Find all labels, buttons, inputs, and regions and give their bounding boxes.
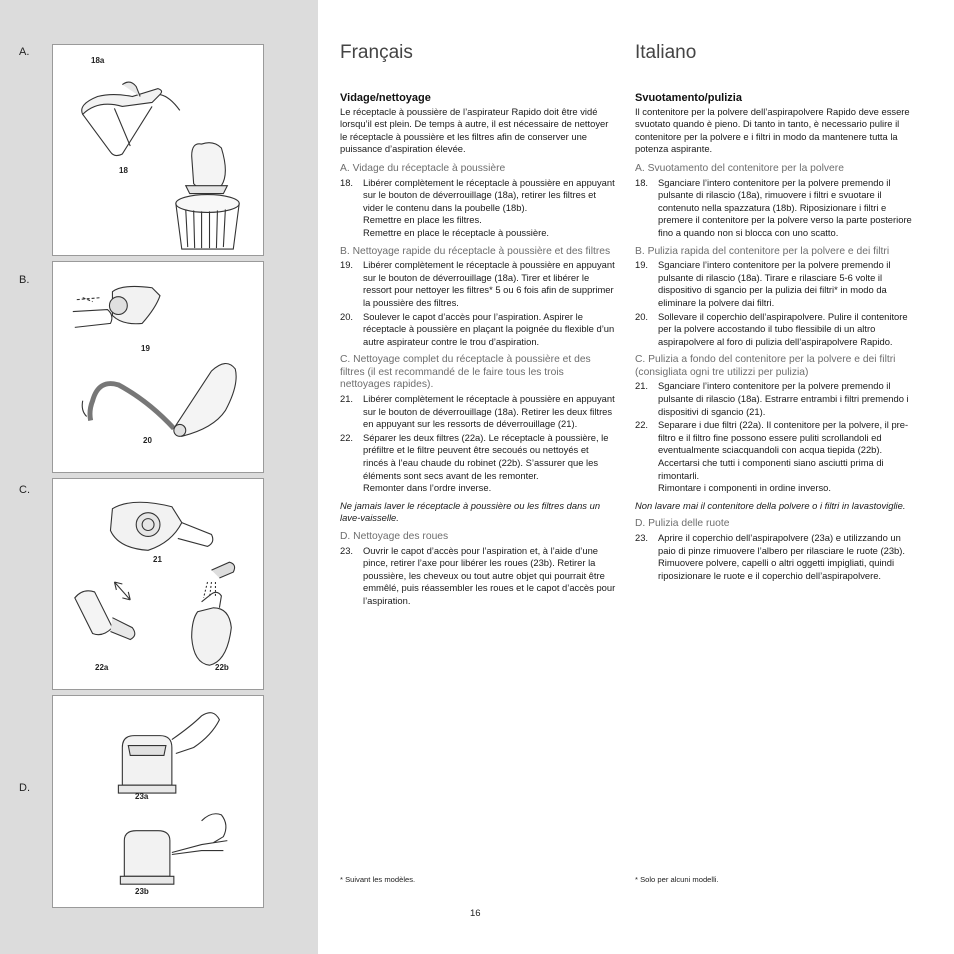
page-number: 16 bbox=[470, 908, 481, 919]
section-subheading: D. Pulizia delle ruote bbox=[635, 518, 730, 530]
step-list bbox=[635, 259, 917, 348]
instruction-section bbox=[635, 518, 917, 582]
step-item bbox=[635, 380, 917, 418]
step-text: Sollevare il coperchio dell’aspirapolvere. Pulire il contenitore per la polvere accostando il tubo flessibile di un altro aspirapolvere al foro di pulizia dell’aspirapolvere Rapido. bbox=[658, 310, 908, 347]
step-number: 23. bbox=[340, 544, 354, 556]
step-item bbox=[340, 545, 616, 608]
step-list bbox=[340, 177, 616, 240]
step-text: Séparer les deux filtres (22a). Le réceptacle à poussière, le préfiltre et le filtre peuvent être secoués ou nettoyés et rincés à l’eau chaude du robinet (22b). S’assurer que les éléments sont secs avant de les remonter. Remonter dans l’ordre inverse. bbox=[363, 431, 609, 494]
language-title-french: Français bbox=[340, 42, 413, 63]
step-number: 20. bbox=[340, 310, 354, 322]
italian-heading: Svuotamento/pulizia bbox=[635, 92, 742, 104]
step-item bbox=[340, 259, 616, 309]
wheel-removal-illustration bbox=[53, 696, 263, 907]
figure-b-quick-clean bbox=[52, 261, 264, 473]
step-number: 18. bbox=[340, 176, 354, 188]
section-subheading: C. Nettoyage complet du réceptacle à poussière et des filtres (il est recommandé de le faire tous les trois nettoyages rapides). bbox=[340, 354, 591, 391]
instruction-section bbox=[340, 163, 616, 240]
step-text: Sganciare l’intero contenitore per la polvere premendo il pulsante di rilascio (18a), rimuovere i filtri e svuotare il contenuto nella spazzatura (18b). Riposizionare i filtri e premere il contenitore per la polvere verso la parte posteriore fino a quando non si blocca con uno scatto. bbox=[658, 176, 912, 238]
step-item bbox=[635, 419, 917, 495]
french-footnote: * Suivant les modèles. bbox=[340, 875, 416, 884]
step-text: Libérer complètement le réceptacle à poussière en appuyant sur le bouton de déverrouillage (18a). Tirer et libérer le ressort pour nettoyer les filtres* 5 ou 6 fois afin de supprimer la poussière des filtres. bbox=[363, 259, 615, 308]
section-subheading: D. Nettoyage des roues bbox=[340, 531, 449, 542]
step-item bbox=[340, 311, 616, 349]
language-title-italian: Italiano bbox=[635, 42, 697, 63]
italian-warning-note: Non lavare mai il contenitore della polvere o i filtri in lavastoviglie. bbox=[635, 499, 906, 511]
step-item bbox=[635, 311, 917, 349]
step-item bbox=[340, 177, 616, 240]
vacuum-emptying-illustration bbox=[53, 45, 263, 255]
italian-sections bbox=[635, 163, 917, 495]
french-content bbox=[340, 92, 616, 609]
step-list bbox=[635, 380, 917, 494]
figure-letter-a: A. bbox=[19, 46, 30, 58]
figure-label-18: 18 bbox=[119, 166, 128, 175]
italian-intro: Il contenitore per la polvere dell’aspirapolvere Rapido deve essere svuotato quando è pieno. Di tanto in tanto, è necessario pulire il contenitore per la polvere e i filtri in modo da mantenere tutta la potenza aspirante. bbox=[635, 105, 910, 155]
step-item bbox=[635, 532, 917, 582]
step-number: 21. bbox=[340, 393, 354, 405]
step-number: 18. bbox=[635, 176, 649, 188]
step-text: Sganciare l’intero contenitore per la polvere premendo il pulsante di rilascio (18a). Estrarre entrambi i filtri premendo i dispositivi di sgancio (21). bbox=[658, 380, 909, 417]
figure-label-19: 19 bbox=[141, 344, 150, 353]
french-heading: Vidage/nettoyage bbox=[340, 92, 431, 104]
section-subheading: A. Vidage du réceptacle à poussière bbox=[340, 162, 506, 174]
step-item bbox=[340, 432, 616, 495]
figure-letter-b: B. bbox=[19, 274, 30, 286]
filter-wash-illustration bbox=[53, 479, 263, 689]
step-item bbox=[635, 259, 917, 309]
step-list bbox=[635, 532, 917, 582]
filter-shake-illustration bbox=[53, 262, 263, 472]
figure-label-22a: 22a bbox=[95, 663, 109, 672]
step-text: Separare i due filtri (22a). Il contenitore per la polvere, il pre-filtro e il filtro fine possono essere puliti scrollandoli ed eventualmente sciacquandoli con acqua tiepida (22b). Accertarsi che tutti i componenti siano asciutti prima di rimontarli. Rimontare i componenti in ordine inverso. bbox=[658, 419, 909, 494]
section-subheading: B. Pulizia rapida del contenitore per la polvere e dei filtri bbox=[635, 245, 890, 257]
instruction-section bbox=[340, 354, 616, 495]
figure-label-21: 21 bbox=[153, 555, 162, 564]
figure-label-20: 20 bbox=[143, 436, 152, 445]
step-text: Ouvrir le capot d’accès pour l’aspiration et, à l’aide d’une pince, retirer l’axe pour libérer les roues (23b). Retirer la poussière, les cheveux ou tout autre objet qui pourrait être emmêlé, puis réassembler les roues et le capot d’accès pour l’aspiration. bbox=[363, 544, 616, 606]
italian-footnote: * Solo per alcuni modelli. bbox=[635, 875, 719, 884]
step-text: Sganciare l’intero contenitore per la polvere premendo il pulsante di rilascio (18a). Tirare e rilasciare 5-6 volte il dispositivo di sgancio per la pulizia dei filtri* in modo da eliminare la polvere dai filtri. bbox=[658, 259, 891, 308]
figure-d-wheels bbox=[52, 695, 264, 908]
figure-c-thorough-clean bbox=[52, 478, 264, 690]
figure-label-22b: 22b bbox=[215, 663, 229, 672]
step-item bbox=[635, 177, 917, 240]
figure-label-23b: 23b bbox=[135, 887, 149, 896]
step-text: Libérer complètement le réceptacle à poussière en appuyant sur le bouton de déverrouillage (18a), retirer les filtres et vider le contenu dans la poubelle (18b). Remettre en place les filtres. Remettre en place le réceptacle à poussière. bbox=[363, 176, 615, 238]
section-subheading: C. Pulizia a fondo del contenitore per la polvere e dei filtri (consigliata ogni tre utilizzi per pulizia) bbox=[635, 354, 896, 378]
section-subheading: A. Svuotamento del contenitore per la polvere bbox=[635, 162, 844, 174]
instruction-section bbox=[635, 354, 917, 495]
step-text: Soulever le capot d’accès pour l’aspiration. Aspirer le réceptacle à poussière en plaçant la poignée du flexible d’un autre aspirateur contre le trou d’aspiration. bbox=[363, 310, 615, 347]
french-intro: Le réceptacle à poussière de l’aspirateur Rapido doit être vidé lorsqu’il est plein. De temps à autre, il est nécessaire de nettoyer le réceptacle à poussière et les filtres afin de conserver une puissance d’aspiration élevée. bbox=[340, 105, 609, 155]
instruction-section bbox=[635, 163, 917, 240]
instruction-section bbox=[340, 531, 616, 608]
step-text: Libérer complètement le réceptacle à poussière en appuyant sur le bouton de déverrouillage (18a). Retirer les deux filtres en appuyant sur les ressorts de déverrouillage (21). bbox=[363, 393, 615, 430]
step-number: 19. bbox=[635, 259, 649, 271]
section-subheading: B. Nettoyage rapide du réceptacle à poussière et des filtres bbox=[340, 245, 611, 257]
step-number: 22. bbox=[340, 431, 354, 443]
step-list bbox=[340, 393, 616, 495]
figure-panel bbox=[0, 0, 318, 954]
italian-section-d bbox=[635, 518, 917, 582]
italian-content bbox=[635, 92, 917, 583]
step-list bbox=[635, 177, 917, 240]
figure-label-23a: 23a bbox=[135, 792, 149, 801]
step-number: 21. bbox=[635, 380, 649, 392]
french-sections bbox=[340, 163, 616, 495]
instruction-section bbox=[635, 246, 917, 349]
step-list bbox=[340, 545, 616, 608]
step-number: 23. bbox=[635, 532, 649, 543]
french-section-d bbox=[340, 531, 616, 608]
figure-a-emptying bbox=[52, 44, 264, 256]
step-number: 20. bbox=[635, 310, 649, 322]
figure-letter-c: C. bbox=[19, 484, 30, 496]
step-item bbox=[340, 393, 616, 431]
step-number: 19. bbox=[340, 259, 354, 271]
instruction-section bbox=[340, 246, 616, 349]
french-warning-note: Ne jamais laver le réceptacle à poussière ou les filtres dans un lave-vaisselle. bbox=[340, 499, 601, 524]
figure-letter-d: D. bbox=[19, 782, 30, 794]
step-number: 22. bbox=[635, 419, 649, 431]
step-text: Aprire il coperchio dell’aspirapolvere (23a) e utilizzando un paio di pinze rimuovere l’albero per rilasciare le ruote (23b). Rimuovere polvere, capelli o altri oggetti impigliati, quindi riposizionare le ruote e il coperchio dell’aspirapolvere. bbox=[658, 532, 905, 581]
step-list bbox=[340, 259, 616, 348]
figure-label-18a: 18a bbox=[91, 56, 105, 65]
